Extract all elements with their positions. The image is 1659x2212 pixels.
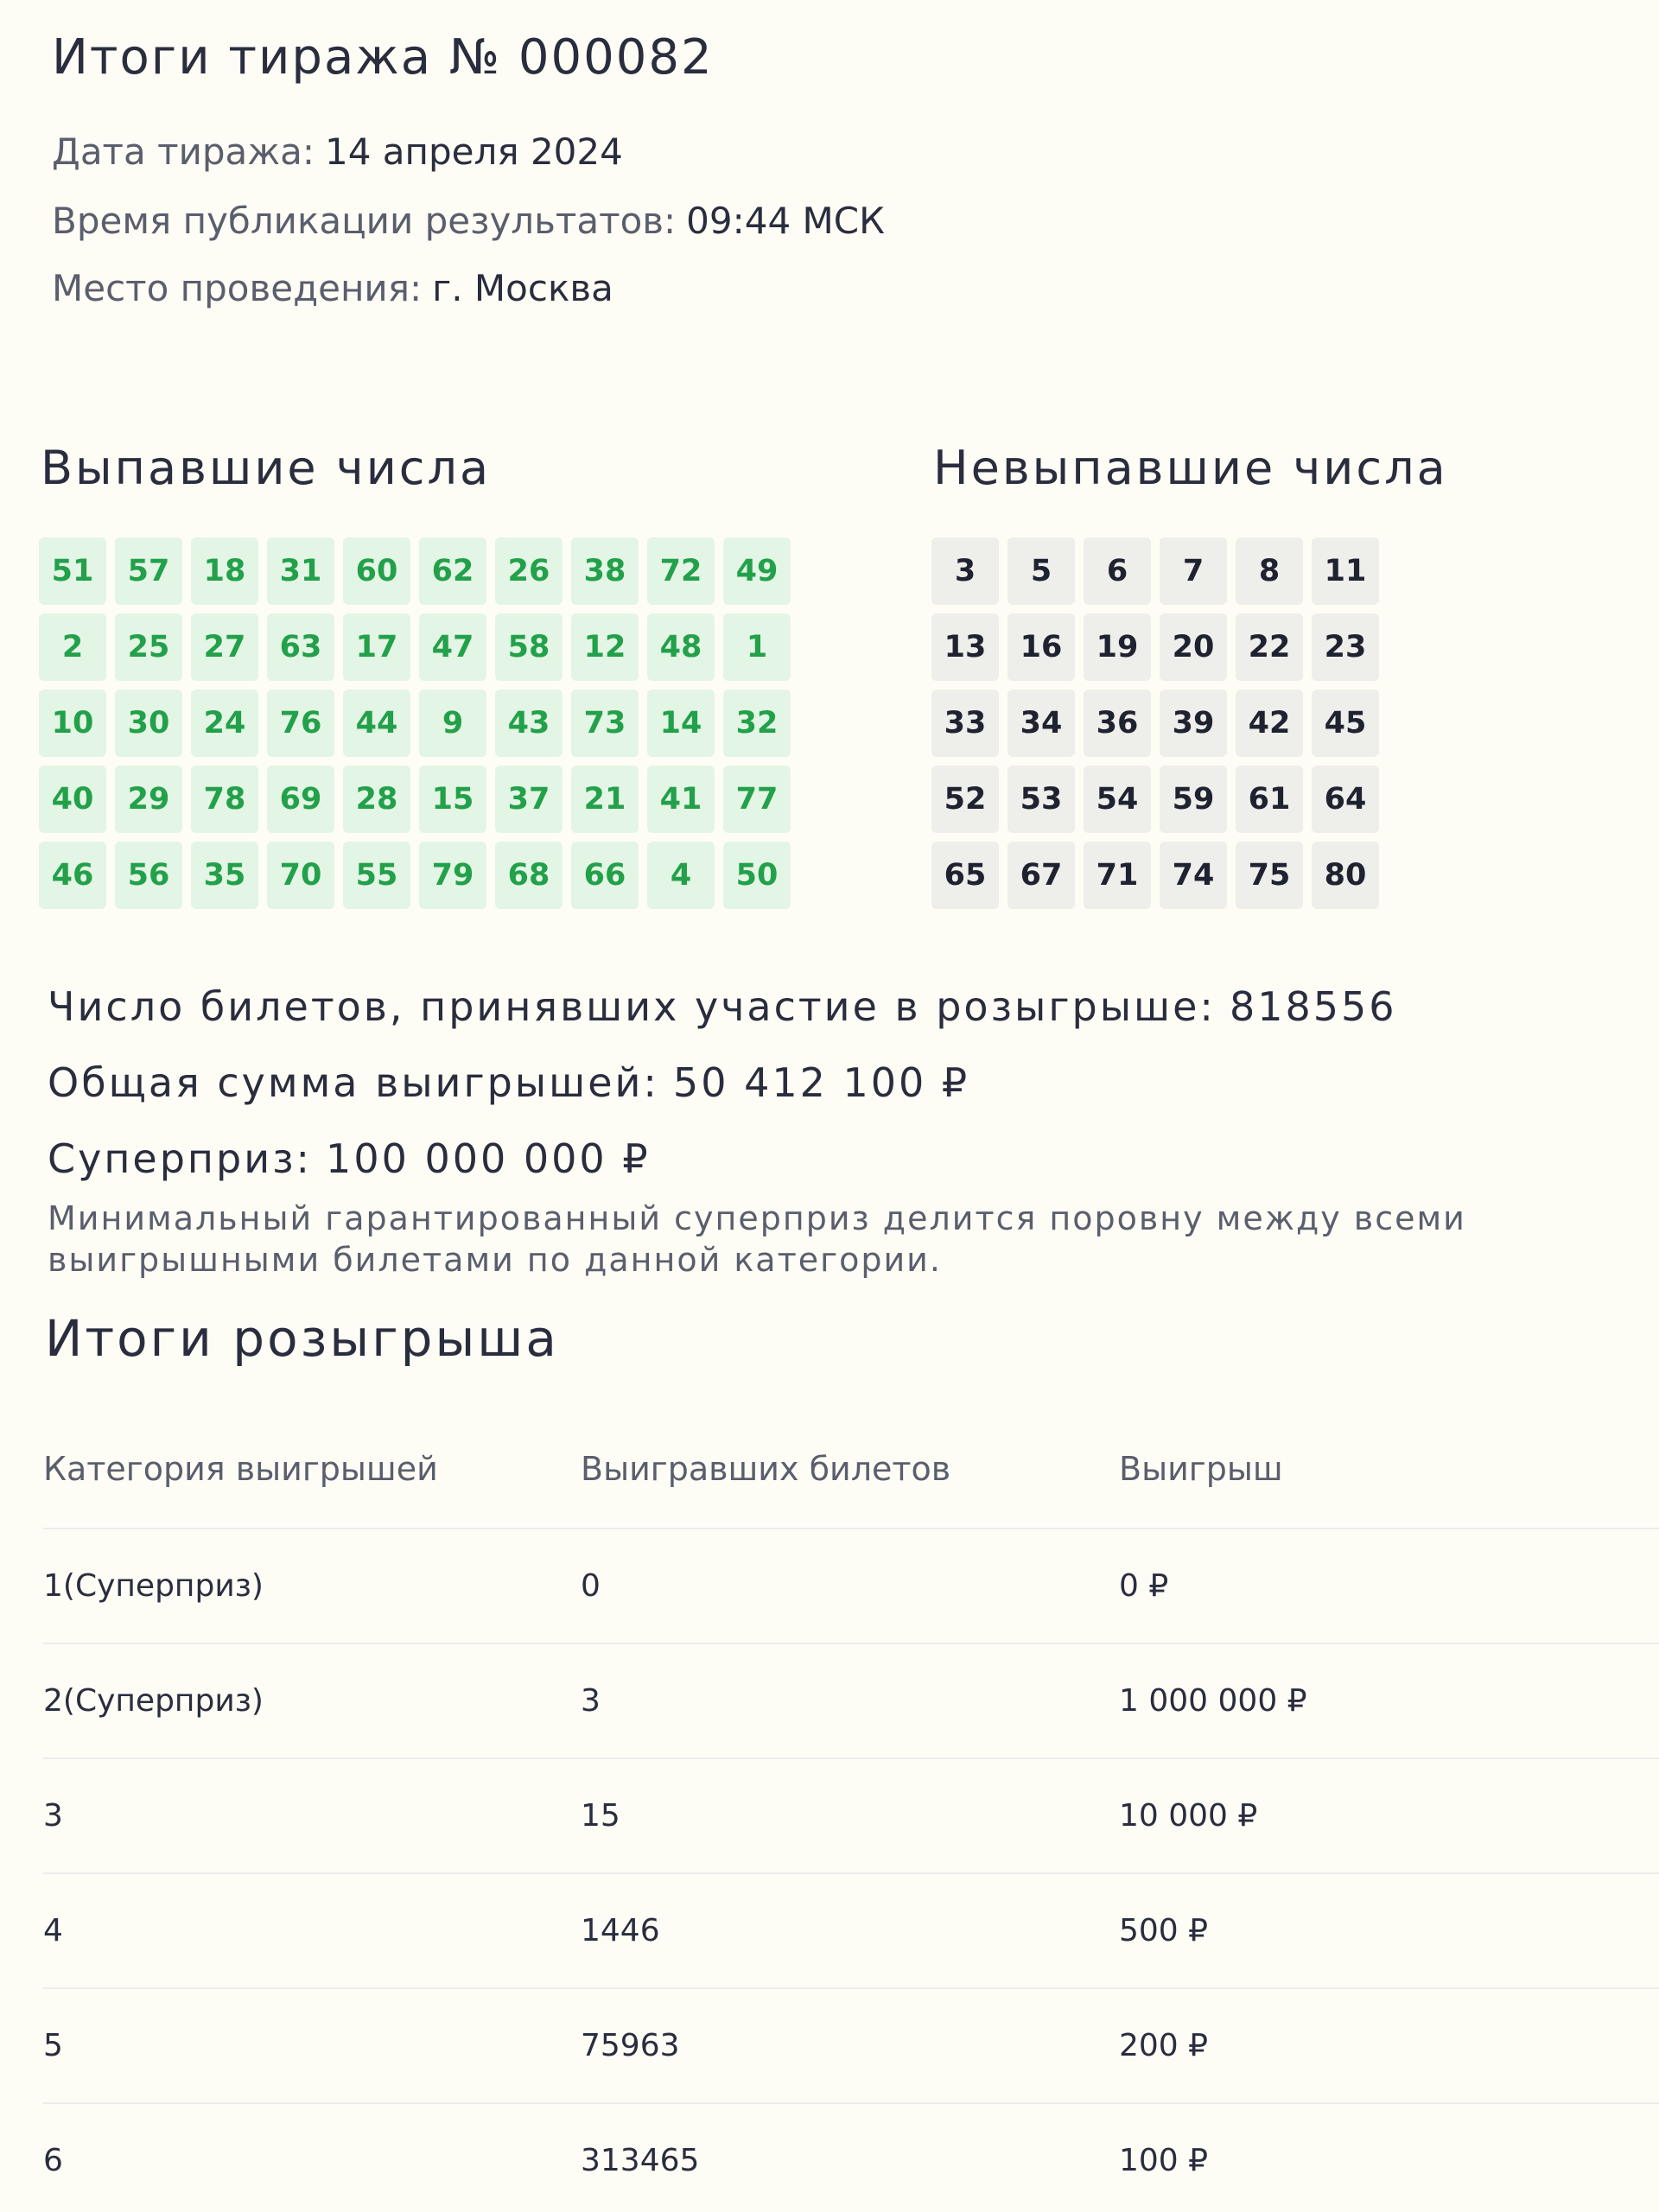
drawn-number-cell: 76	[267, 690, 334, 757]
table-header	[43, 1410, 1659, 1529]
undrawn-number-cell: 71	[1084, 842, 1151, 909]
drawn-number-cell: 58	[495, 613, 563, 681]
drawn-number-cell: 47	[419, 613, 486, 681]
drawn-number-cell: 60	[343, 537, 410, 605]
drawn-number-cell: 62	[419, 537, 486, 605]
drawn-number-cell: 26	[495, 537, 563, 605]
table-row	[43, 2104, 1659, 2212]
cell-category: 3	[43, 1798, 63, 1834]
drawn-number-cell: 14	[647, 690, 715, 757]
tickets-count-row	[48, 983, 1397, 1030]
draw-date-label: Дата тиража:	[52, 130, 315, 173]
cell-prize: 0 ₽	[1119, 1568, 1169, 1604]
cell-winners: 15	[581, 1798, 620, 1834]
drawn-numbers-grid	[39, 537, 791, 909]
table-row	[43, 1644, 1659, 1759]
undrawn-number-cell: 5	[1007, 537, 1075, 605]
drawn-number-cell: 31	[267, 537, 334, 605]
drawn-number-cell: 27	[191, 613, 258, 681]
cell-winners: 313465	[581, 2143, 700, 2178]
drawn-number-cell: 15	[419, 766, 486, 833]
drawn-number-cell: 72	[647, 537, 715, 605]
undrawn-number-cell: 45	[1312, 690, 1379, 757]
drawn-number-cell: 28	[343, 766, 410, 833]
cell-category: 5	[43, 2028, 63, 2063]
drawn-number-cell: 10	[39, 690, 106, 757]
undrawn-number-cell: 8	[1236, 537, 1303, 605]
drawn-number-cell: 68	[495, 842, 563, 909]
drawn-number-cell: 57	[115, 537, 182, 605]
drawn-numbers-title: Выпавшие числа	[41, 441, 492, 495]
drawn-number-cell: 73	[571, 690, 639, 757]
undrawn-number-cell: 19	[1084, 613, 1151, 681]
drawn-number-cell: 40	[39, 766, 106, 833]
undrawn-number-cell: 34	[1007, 690, 1075, 757]
undrawn-number-cell: 74	[1160, 842, 1227, 909]
undrawn-number-cell: 13	[931, 613, 999, 681]
drawn-number-cell: 56	[115, 842, 182, 909]
drawn-number-cell: 66	[571, 842, 639, 909]
drawn-number-cell: 4	[647, 842, 715, 909]
undrawn-number-cell: 23	[1312, 613, 1379, 681]
undrawn-number-cell: 20	[1160, 613, 1227, 681]
cell-category: 1(Суперприз)	[43, 1568, 264, 1604]
total-winnings-label: Общая сумма выигрышей:	[48, 1059, 659, 1106]
publish-time-label: Время публикации результатов:	[52, 200, 677, 242]
undrawn-number-cell: 11	[1312, 537, 1379, 605]
undrawn-number-cell: 53	[1007, 766, 1075, 833]
table-row	[43, 1759, 1659, 1874]
place-row	[52, 266, 613, 311]
drawn-number-cell: 37	[495, 766, 563, 833]
drawn-number-cell: 50	[723, 842, 791, 909]
cell-winners: 1446	[581, 1913, 660, 1948]
undrawn-number-cell: 75	[1236, 842, 1303, 909]
drawn-number-cell: 12	[571, 613, 639, 681]
draw-date-row	[52, 130, 623, 175]
cell-winners: 0	[581, 1568, 601, 1604]
cell-category: 4	[43, 1913, 63, 1948]
cell-prize: 1 000 000 ₽	[1119, 1683, 1307, 1719]
cell-category: 2(Суперприз)	[43, 1683, 264, 1719]
draw-date-value: 14 апреля 2024	[325, 130, 623, 173]
table-row	[43, 1989, 1659, 2104]
total-winnings-row	[48, 1059, 969, 1106]
drawn-number-cell: 70	[267, 842, 334, 909]
cell-prize: 500 ₽	[1119, 1913, 1209, 1948]
undrawn-number-cell: 59	[1160, 766, 1227, 833]
cell-winners: 75963	[581, 2028, 680, 2063]
drawn-number-cell: 79	[419, 842, 486, 909]
superprize-note: Минимальный гарантированный суперприз делится поровну между всеми выигрышными билетами по данной категории.	[48, 1199, 1466, 1279]
drawn-number-cell: 48	[647, 613, 715, 681]
drawn-number-cell: 35	[191, 842, 258, 909]
tickets-count-label: Число билетов, принявших участие в розыгрыше:	[48, 983, 1216, 1030]
tickets-count-value: 818556	[1229, 983, 1397, 1030]
drawn-number-cell: 2	[39, 613, 106, 681]
drawn-number-cell: 51	[39, 537, 106, 605]
column-header-category: Категория выигрышей	[43, 1450, 438, 1488]
superprize-row	[48, 1135, 651, 1182]
drawn-number-cell: 1	[723, 613, 791, 681]
drawn-number-cell: 32	[723, 690, 791, 757]
drawn-number-cell: 63	[267, 613, 334, 681]
drawn-number-cell: 44	[343, 690, 410, 757]
drawn-number-cell: 43	[495, 690, 563, 757]
undrawn-number-cell: 67	[1007, 842, 1075, 909]
drawn-number-cell: 78	[191, 766, 258, 833]
superprize-label: Суперприз:	[48, 1135, 313, 1182]
superprize-value: 100 000 000 ₽	[326, 1135, 651, 1182]
drawn-number-cell: 25	[115, 613, 182, 681]
results-title: Итоги розыгрыша	[45, 1309, 559, 1368]
publish-time-row	[52, 199, 885, 244]
drawn-number-cell: 55	[343, 842, 410, 909]
cell-prize: 10 000 ₽	[1119, 1798, 1258, 1834]
page-title: Итоги тиража № 000082	[52, 29, 714, 86]
table-row	[43, 1529, 1659, 1644]
drawn-number-cell: 29	[115, 766, 182, 833]
results-table	[43, 1410, 1659, 2212]
place-label: Место проведения:	[52, 267, 423, 309]
column-header-winners: Выигравших билетов	[581, 1450, 951, 1488]
undrawn-number-cell: 6	[1084, 537, 1151, 605]
drawn-number-cell: 21	[571, 766, 639, 833]
drawn-number-cell: 38	[571, 537, 639, 605]
drawn-number-cell: 24	[191, 690, 258, 757]
undrawn-number-cell: 61	[1236, 766, 1303, 833]
drawn-number-cell: 49	[723, 537, 791, 605]
drawn-number-cell: 69	[267, 766, 334, 833]
undrawn-number-cell: 65	[931, 842, 999, 909]
column-header-prize: Выигрыш	[1119, 1450, 1283, 1488]
drawn-number-cell: 41	[647, 766, 715, 833]
drawn-number-cell: 18	[191, 537, 258, 605]
undrawn-numbers-grid	[931, 537, 1379, 909]
undrawn-number-cell: 3	[931, 537, 999, 605]
drawn-number-cell: 46	[39, 842, 106, 909]
undrawn-number-cell: 16	[1007, 613, 1075, 681]
undrawn-number-cell: 80	[1312, 842, 1379, 909]
undrawn-number-cell: 7	[1160, 537, 1227, 605]
cell-prize: 100 ₽	[1119, 2143, 1209, 2178]
undrawn-number-cell: 33	[931, 690, 999, 757]
drawn-number-cell: 30	[115, 690, 182, 757]
undrawn-number-cell: 39	[1160, 690, 1227, 757]
drawn-number-cell: 9	[419, 690, 486, 757]
cell-prize: 200 ₽	[1119, 2028, 1209, 2063]
cell-winners: 3	[581, 1683, 601, 1719]
undrawn-numbers-title: Невыпавшие числа	[933, 441, 1448, 495]
undrawn-number-cell: 52	[931, 766, 999, 833]
publish-time-value: 09:44 МСК	[686, 200, 885, 242]
undrawn-number-cell: 36	[1084, 690, 1151, 757]
total-winnings-value: 50 412 100 ₽	[672, 1059, 970, 1106]
drawn-number-cell: 17	[343, 613, 410, 681]
undrawn-number-cell: 42	[1236, 690, 1303, 757]
undrawn-number-cell: 22	[1236, 613, 1303, 681]
table-row	[43, 1874, 1659, 1989]
place-value: г. Москва	[432, 267, 613, 309]
undrawn-number-cell: 64	[1312, 766, 1379, 833]
cell-category: 6	[43, 2143, 63, 2178]
drawn-number-cell: 77	[723, 766, 791, 833]
undrawn-number-cell: 54	[1084, 766, 1151, 833]
